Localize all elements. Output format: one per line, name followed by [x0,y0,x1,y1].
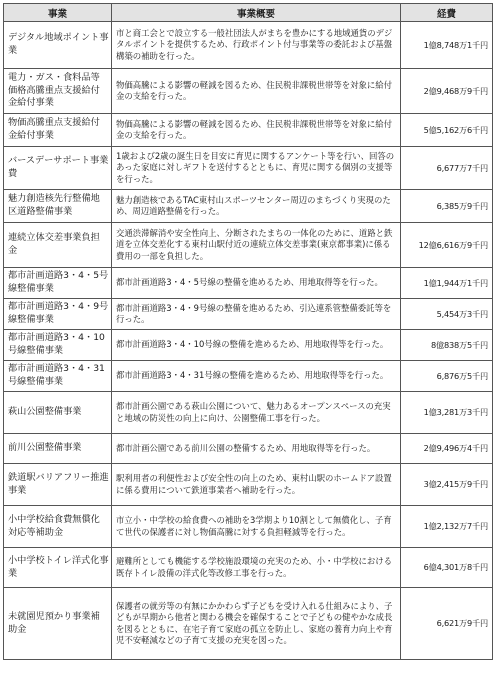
project-description: 避難所としても機能する学校施設環境の充実のため、小・中学校における既存トイレ設備の洋式化等改修工事を行った。 [112,548,401,588]
project-name: 小中学校トイレ洋式化事業 [4,548,112,588]
project-description: 都市計画公園である萩山公園について、魅力あるオープンスペースの充実と地域の防災性の向上に向け、公園整備工事を行った。 [112,392,401,434]
table-row [4,268,493,299]
table-row [4,464,493,506]
table-header-row [4,4,493,22]
project-cost: 8億838万5千円 [401,330,493,361]
project-description: 都市計画道路3・4・31号線の整備を進めるため、用地取得等を行った。 [112,361,401,392]
project-name: 鉄道駅バリアフリー推進事業 [4,464,112,506]
project-description: 物価高騰による影響の軽減を図るため、住民税非課税世帯等を対象に給付金の支給を行った。 [112,69,401,114]
project-name: 電力・ガス・食料品等価格高騰重点支援給付金給付事業 [4,69,112,114]
project-description: 都市計画道路3・4・10号線の整備を進めるため、用地取得等を行った。 [112,330,401,361]
project-description: 都市計画道路3・4・5号線の整備を進めるため、用地取得等を行った。 [112,268,401,299]
project-name: 前川公園整備事業 [4,434,112,464]
table-row [4,114,493,147]
table-row [4,223,493,268]
project-description: 交通渋滞解消や安全性向上、分断されたまちの一体化のために、道路と鉄道を立体交差化する東村山駅付近の連続立体交差事業(東京都事業)に係る費用の一部を負担した。 [112,223,401,268]
project-description: 保護者の就労等の有無にかかわらず子どもを受け入れる仕組みにより、子どもが早期から他者と関わる機会を確保することで子どもの健やかな成長を図るとともに、在宅子育て家庭の孤立を防止し、家庭の養育力向上や育児不安軽減などの子育て支援の充実を図った。 [112,588,401,660]
table-row [4,548,493,588]
project-name: 萩山公園整備事業 [4,392,112,434]
project-cost: 6億4,301万8千円 [401,548,493,588]
project-name: デジタル地域ポイント事業 [4,22,112,69]
project-cost: 1億2,132万7千円 [401,506,493,548]
project-table [3,3,493,660]
header-desc: 事業概要 [112,4,401,22]
header-cost: 経費 [401,4,493,22]
project-cost: 1億3,281万3千円 [401,392,493,434]
table-row [4,330,493,361]
table-row [4,299,493,330]
project-cost: 5,454万3千円 [401,299,493,330]
project-cost: 3億2,415万9千円 [401,464,493,506]
project-name: バースデーサポート事業費 [4,147,112,190]
project-description: 都市計画公園である前川公園の整備するため、用地取得等を行った。 [112,434,401,464]
project-description: 駅利用者の利便性および安全性の向上のため、東村山駅のホームドア設置に係る費用について鉄道事業者へ補助を行った。 [112,464,401,506]
project-cost: 12億6,616万9千円 [401,223,493,268]
project-cost: 1億8,748万1千円 [401,22,493,69]
project-cost: 5億5,162万6千円 [401,114,493,147]
project-cost: 2億9,496万4千円 [401,434,493,464]
table-row [4,506,493,548]
project-cost: 2億9,468万9千円 [401,69,493,114]
project-cost: 6,876万5千円 [401,361,493,392]
header-name: 事業 [4,4,112,22]
project-name: 物価高騰重点支援給付金給付事業 [4,114,112,147]
project-name: 未就園児預かり事業補助金 [4,588,112,660]
project-description: 都市計画道路3・4・9号線の整備を進めるため、引込連系管整備委託等を行った。 [112,299,401,330]
table-row [4,69,493,114]
project-cost: 6,621万9千円 [401,588,493,660]
table-row [4,392,493,434]
project-cost: 1億1,944万1千円 [401,268,493,299]
project-description: 市と商工会とで設立する一般社団法人がまちを豊かにする地域通貨のデジタルポイントを提供するため、行政ポイント付与事業等の委託および基盤構築の補助を行った。 [112,22,401,69]
project-description: 市立小・中学校の給食費への補助を3学期より10割として無償化し、子育て世代の保護者に対し物価高騰に対する負担軽減等を行った。 [112,506,401,548]
project-cost: 6,677万7千円 [401,147,493,190]
project-name: 都市計画道路3・4・5号線整備事業 [4,268,112,299]
table-row [4,147,493,190]
table-row [4,190,493,223]
project-name: 都市計画道路3・4・10号線整備事業 [4,330,112,361]
project-name: 都市計画道路3・4・9号線整備事業 [4,299,112,330]
table-row [4,22,493,69]
project-name: 魅力創造核先行整備地区道路整備事業 [4,190,112,223]
table-row [4,361,493,392]
project-name: 都市計画道路3・4・31号線整備事業 [4,361,112,392]
project-name: 小中学校給食費無償化対応等補助金 [4,506,112,548]
project-description: 1歳および2歳の誕生日を目安に育児に関するアンケート等を行い、回答のあった家庭に対しギフトを送付するとともに、育児に関する個別の支援等を行った。 [112,147,401,190]
table-row [4,434,493,464]
project-name: 連続立体交差事業負担金 [4,223,112,268]
project-description: 物価高騰による影響の軽減を図るため、住民税非課税世帯等を対象に給付金の支給を行った。 [112,114,401,147]
table-row [4,588,493,660]
project-cost: 6,385万9千円 [401,190,493,223]
report-container [3,3,492,660]
project-description: 魅力創造核であるTAC東村山スポーツセンター周辺のまちづくり実現のため、周辺道路整備を行った。 [112,190,401,223]
